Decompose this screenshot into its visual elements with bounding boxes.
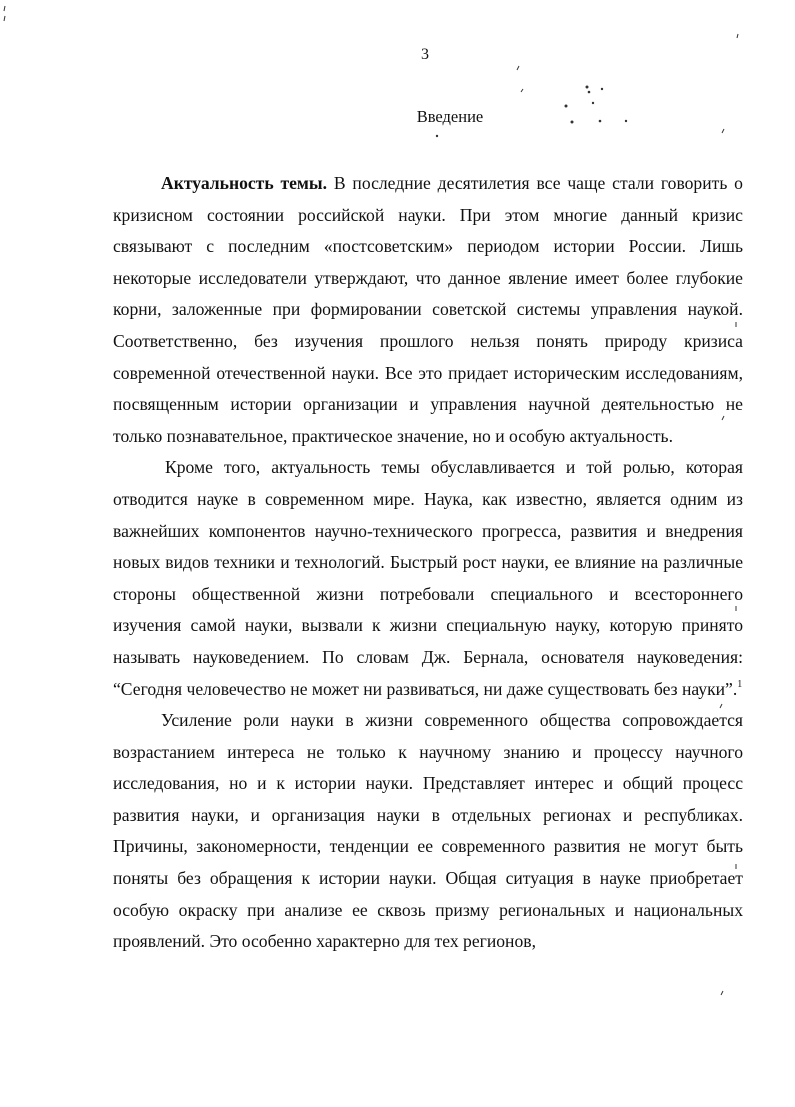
footnote-mark: 1 (737, 678, 743, 690)
paragraph-lead-term: Актуальность темы. (161, 173, 328, 193)
paragraph-history-of-science (113, 705, 743, 958)
paragraph-text: Усиление роли науки в жизни современного общества сопровождается возрастанием интереса не только к научному знанию и процессу научного исследования, но и к истории науки. Представляет интерес и общий процесс развития науки, и организация науки в отдельных регионах и республиках. Причины, закономерности, тенденции ее современного развития не могут быть поняты без обращения к истории науки. Общая ситуация в науке приобретает особую окраску при анализе ее сквозь призму региональных и национальных проявлений. Это особенно характерно для тех регионов, (113, 710, 743, 952)
page-number: 3 (421, 46, 429, 63)
paragraph-text: Кроме того, актуальность темы обуславливается и той ролью, которая отводится науке в современном мире. Наука, как известно, является одним из важнейших компонентов научно-технического прогресса, развития и внедрения новых видов техники и технологий. Быстрый рост науки, ее влияние на различные стороны общественной жизни потребовали специального и всестороннего изучения самой науки, вызвали к жизни специальную науку, которую принято называть науковедением. По словам Дж. Бернала, основателя науковедения: “Сегодня человечество не может ни развиваться, ни даже существовать без науки”. (113, 457, 743, 699)
body-text (113, 168, 743, 958)
paragraph-text: В последние десятилетия все чаще стали говорить о кризисном состоянии российской науки. При этом многие данный кризис связывают с последним «постсоветским» периодом истории России. Лишь некоторые исследователи утверждают, что данное явление имеет более глубокие корни, заложенные при формировании советской системы управления наукой. Соответственно, без изучения прошлого нельзя понять природу кризиса современной отечественной науки. Все это придает историческим исследованиям, посвященным истории организации и управления научной деятельностью не только познавательное, практическое значение, но и особую актуальность. (113, 173, 743, 446)
paragraph-role-of-science (113, 452, 743, 705)
section-heading: Введение (416, 107, 484, 126)
paragraph-relevance (113, 168, 743, 452)
